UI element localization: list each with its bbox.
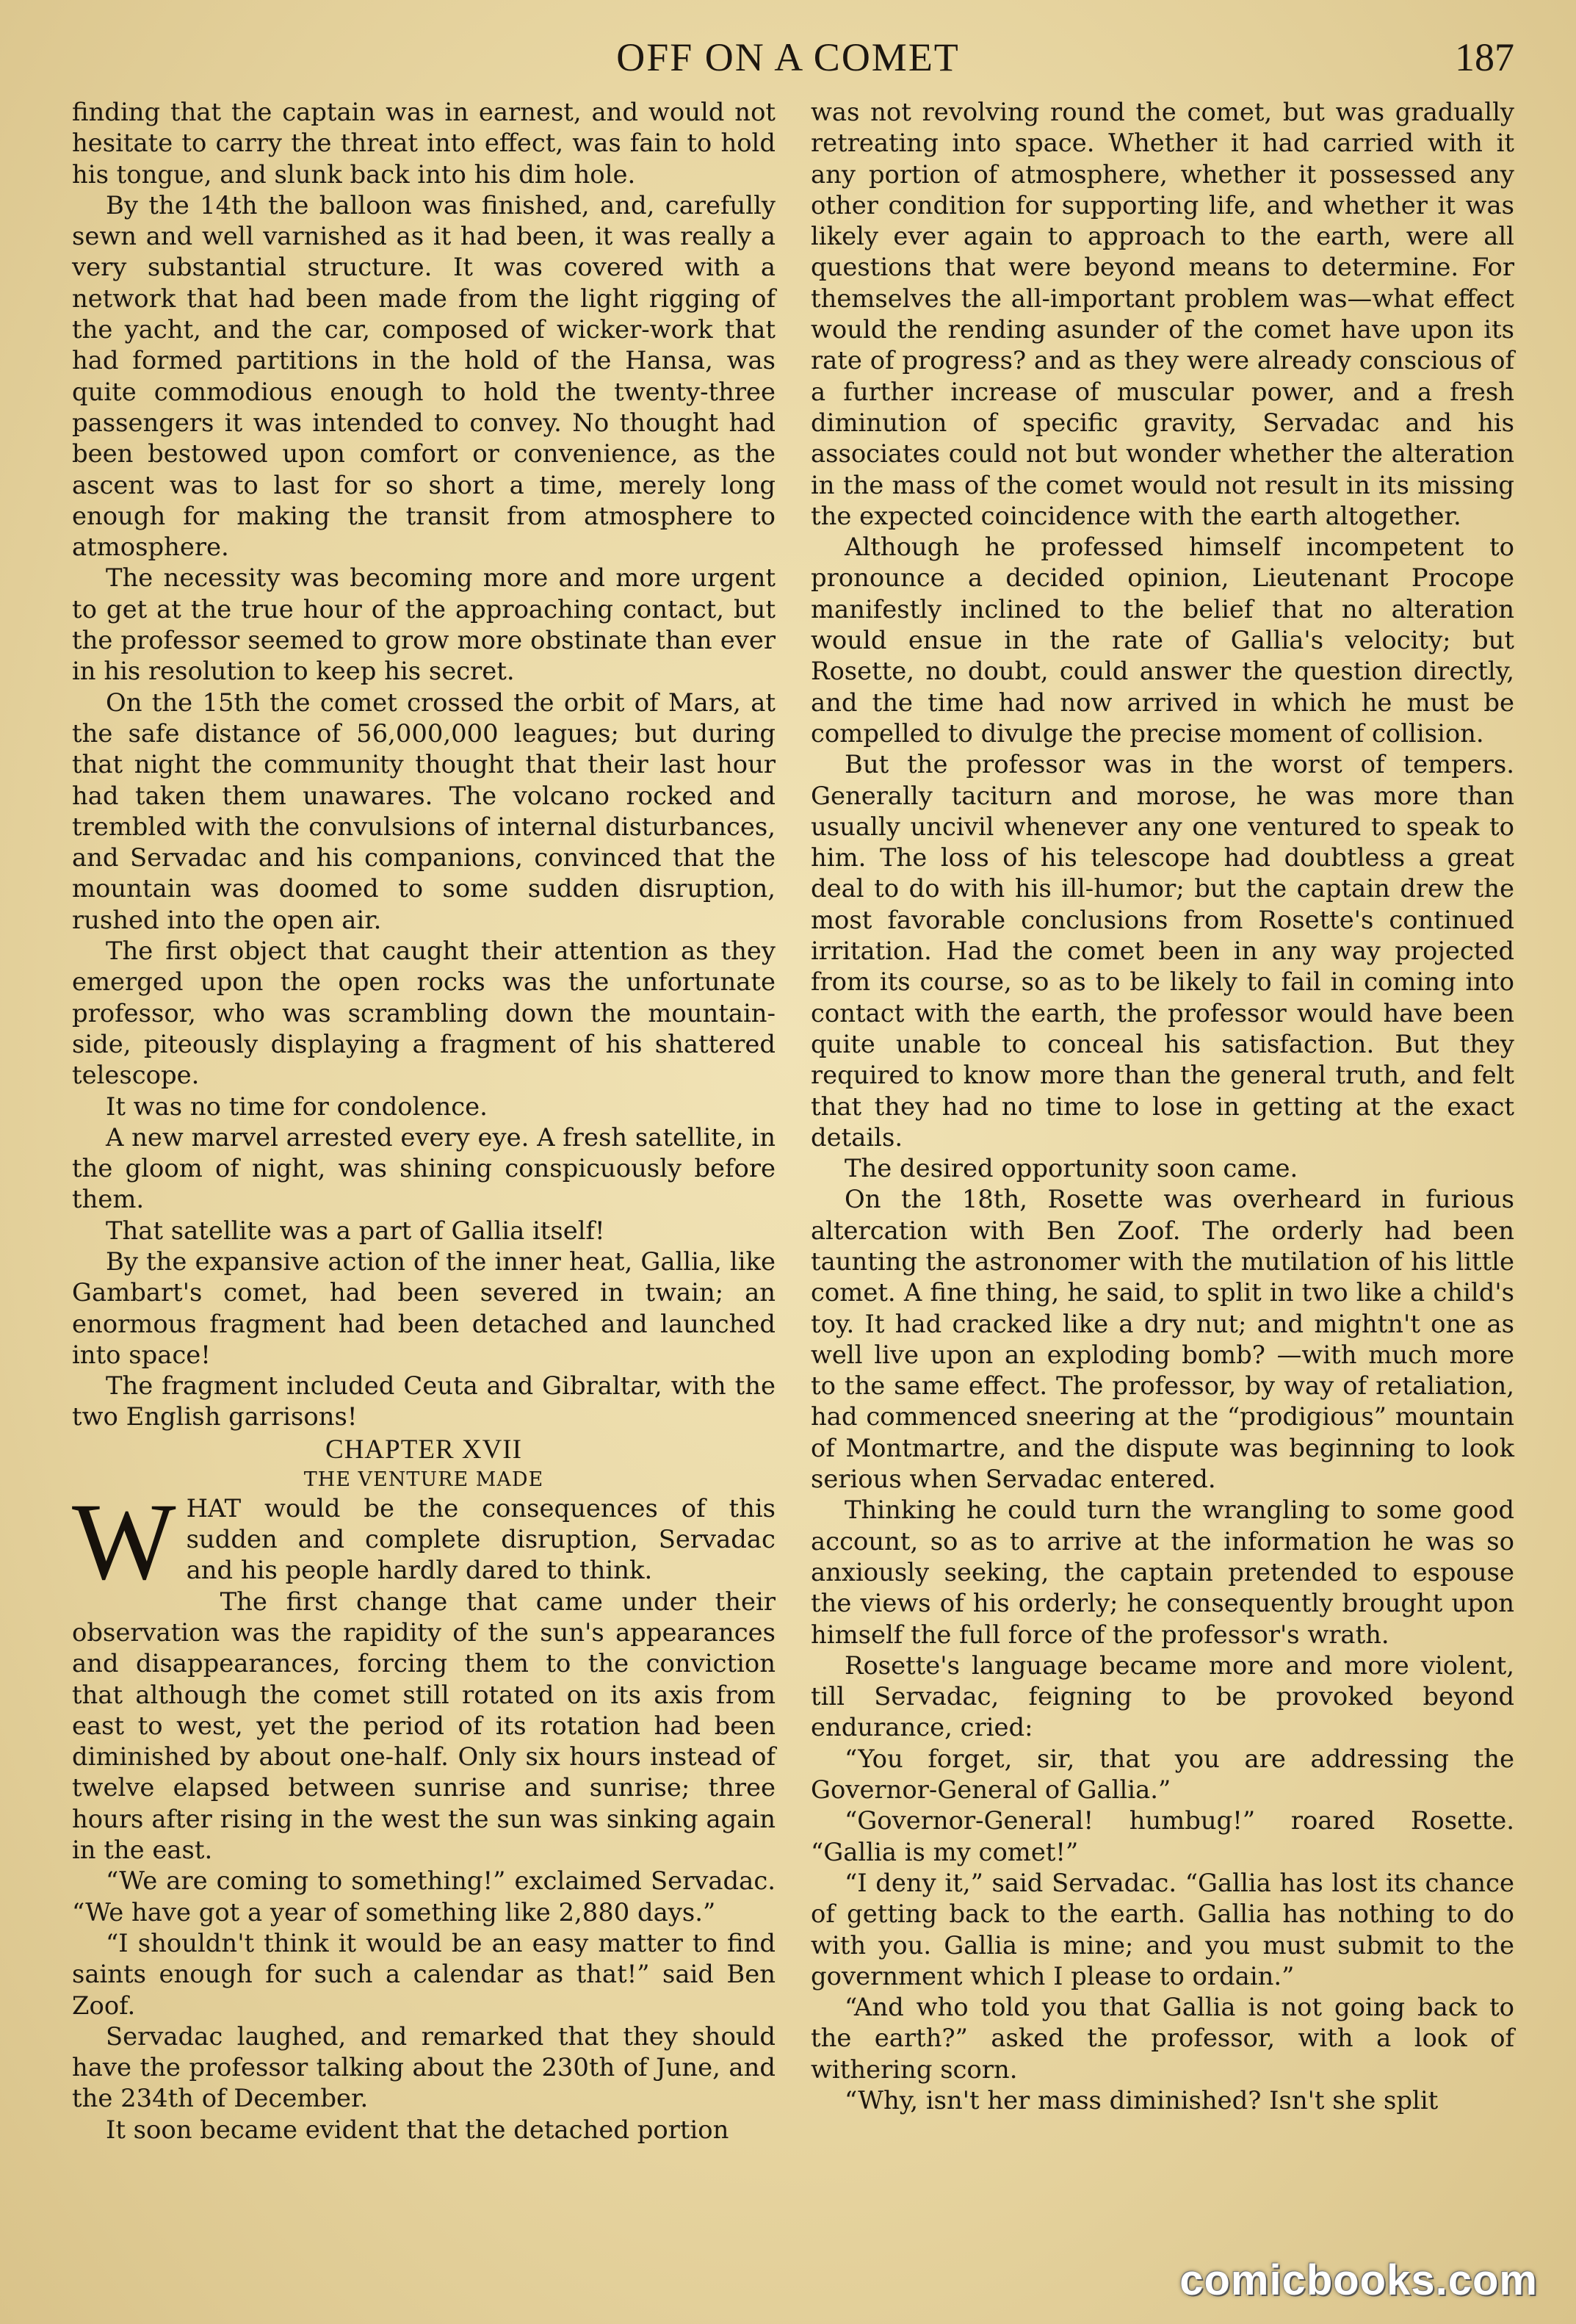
paragraph: The first change that came under their observation was the rapidity of the sun's appearances and disappearances, forcing them to the conviction that although the comet still rotated on its axis from east to west, yet the period of its rotation had been diminished by about one-half. Only six hours instead of twelve elapsed between sunrise and sunrise; three hours after rising in the west the sun was sinking again in the east. [72, 1587, 776, 1865]
paragraph: That satellite was a part of Gallia itself! [106, 1216, 605, 1245]
chapter-title: CHAPTER XVII [325, 1434, 522, 1465]
watermark-logo: comicbooks.com [1179, 2256, 1538, 2304]
paragraph: “We are coming to something!” exclaimed Servadac. “We have got a year of something like 2,880 days.” [72, 1866, 776, 1927]
paragraph: By the 14th the balloon was finished, and, carefully sewn and well varnished as it had been, it was really a very substantial structure. It was covered with a network that had been made from the light rigging of the yacht, and the car, composed of wicker-work that had formed partitions in the hold of the Hansa, was quite commodious enough to hold the twenty-three passengers it was intended to convey. No thought had been bestowed upon comfort or convenience, as the ascent was to last for so short a time, merely long enough for making the transit from atmosphere to atmosphere. [72, 190, 776, 562]
paragraph: By the expansive action of the inner heat, Gallia, like Gambart's comet, had been severed in twain; an enormous fragment had been detached and launched into space! [72, 1246, 776, 1369]
opening-paragraph [72, 1480, 776, 1603]
paragraph: Rosette's language became more and more violent, till Servadac, feigning to be provoked beyond endurance, cried: [811, 1650, 1514, 1742]
paragraph: The necessity was becoming more and more urgent to get at the true hour of the approaching contact, but the professor seemed to grow more obstinate than ever in his resolution to keep his secret. [72, 563, 776, 686]
paragraph: finding that the captain was in earnest, and would not hesitate to carry the threat into effect, was fain to hold his tongue, and slunk back into his dim hole. [72, 98, 776, 189]
paragraph: The desired opportunity soon came. [845, 1154, 1298, 1183]
paragraph: On the 15th the comet crossed the orbit of Mars, at the safe distance of 56,000,000 leagues; but during that night the community thought that their last hour had taken them unawares. The volcano rocked and trembled with the convulsions of internal disturbances, and Servadac and his companions, convinced that the mountain was doomed to some sudden disruption, rushed into the open air. [72, 688, 776, 934]
paragraph: On the 18th, Rosette was overheard in furious altercation with Ben Zoof. The orderly had been taunting the astronomer with the mutilation of his little comet. A fine thing, he said, to split in two like a child's toy. It had cracked like a dry nut; and mightn't one as well live upon an exploding bomb? —with much more to the same effect. The professor, by way of retaliation, had commenced sneering at the “prodigious” mountain of Montmartre, and the dispute was beginning to look serious when Servadac entered. [811, 1185, 1514, 1494]
running-title: OFF ON A COMET [616, 35, 960, 79]
paragraph: “Why, isn't her mass diminished? Isn't she split [845, 2086, 1439, 2115]
paragraph-text: HAT would be the consequences of this sudden and complete disruption, Servadac and his people hardly dared to think. [186, 1493, 776, 1585]
paragraph: was not revolving round the comet, but was gradually retreating into space. Whether it had carried with it any portion of atmosphere, whether it possessed any other condition for supporting life, and whether it was likely ever again to approach to the earth, were all questions that were beyond means to determine. For themselves the all-important problem was—what effect would the rending asunder of the comet have upon its rate of progress? and as they were already conscious of a further increase of muscular power, and a fresh diminution of specific gravity, Servadac and his associates could not but wonder whether the alteration in the mass of the comet would not result in its missing the expected coincidence with the earth altogether. [811, 98, 1514, 530]
paragraph: “I deny it,” said Servadac. “Gallia has lost its chance of getting back to the earth. Gallia has nothing to do with you. Gallia is mine; and you must submit to the government which I please to ordain.” [811, 1868, 1514, 1991]
chapter-subtitle: THE VENTURE MADE [303, 1468, 544, 1491]
paragraph: “Governor-General! humbug!” roared Rosette. “Gallia is my comet!” [811, 1806, 1514, 1866]
paragraph: “And who told you that Gallia is not going back to the earth?” asked the professor, with a look of withering scorn. [811, 1993, 1514, 2084]
paragraph: “You forget, sir, that you are addressing the Governor-General of Gallia.” [811, 1744, 1514, 1805]
paragraph: “I shouldn't think it would be an easy matter to find saints enough for such a calendar as that!” said Ben Zoof. [72, 1928, 776, 2020]
paragraph: The fragment included Ceuta and Gibraltar, with the two English garrisons! [72, 1371, 776, 1432]
paragraph: Although he professed himself incompetent to pronounce a decided opinion, Lieutenant Procope manifestly inclined to the belief that no alteration would ensue in the rate of Gallia's velocity; but Rosette, no doubt, could answer the question directly, and the time had now arrived in which he must be compelled to divulge the precise moment of collision. [811, 533, 1514, 748]
page-number: 187 [1455, 35, 1514, 79]
paragraph: It was no time for condolence. [106, 1091, 488, 1121]
paragraph: Servadac laughed, and remarked that they should have the professor talking about the 230th of June, and the 234th of December. [72, 2021, 776, 2113]
left-column [72, 97, 776, 2146]
paragraph: It soon became evident that the detached portion [106, 2115, 729, 2144]
paragraph: A new marvel arrested every eye. A fresh satellite, in the gloom of night, was shining conspicuously before them. [72, 1122, 776, 1214]
paragraph: Thinking he could turn the wrangling to some good account, so as to arrive at the information he was so anxiously seeking, the captain pretended to espouse the views of his orderly; he consequently brought upon himself the full force of the professor's wrath. [811, 1495, 1514, 1649]
right-column [811, 97, 1514, 2116]
paragraph: The first object that caught their attention as they emerged upon the open rocks was the unfortunate professor, who was scrambling down the mountain-side, piteously displaying a fragment of his shattered telescope. [72, 937, 776, 1090]
drop-cap: W [72, 1480, 176, 1603]
paragraph: But the professor was in the worst of tempers. Generally taciturn and morose, he was more than usually uncivil whenever any one ventured to speak to him. The loss of his telescope had doubtless a great deal to do with his ill-humor; but the captain drew the most favorable conclusions from Rosette's continued irritation. Had the comet been in any way projected from its course, so as to be likely to fail in coming into contact with the earth, the professor would have been quite unable to conceal his satisfaction. But they required to know more than the general truth, and felt that they had no time to lose in getting at the exact details. [811, 750, 1514, 1152]
